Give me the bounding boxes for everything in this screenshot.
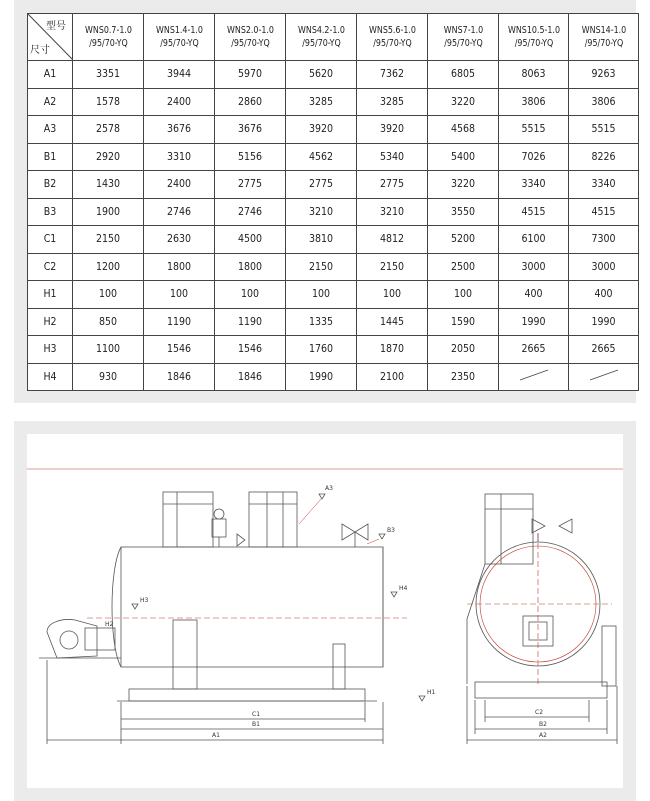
smoke-box-right	[249, 492, 297, 547]
dimension-value: 1590	[428, 308, 499, 336]
dimension-value: 5156	[215, 143, 286, 171]
rear-support	[333, 644, 345, 689]
dimension-label: A3	[28, 116, 73, 144]
dimension-value: 1990	[286, 363, 357, 391]
boiler-shell	[121, 547, 383, 667]
model-header: WNS5.6-1.0 /95/70-YQ	[359, 14, 424, 61]
table-body	[28, 61, 639, 391]
table-row	[28, 171, 639, 199]
dimension-value: 3920	[286, 116, 357, 144]
dimension-value: 1430	[73, 171, 144, 199]
dimension-value: 100	[215, 281, 286, 309]
dimension-value: 3944	[144, 61, 215, 89]
boiler-drawing	[27, 434, 623, 788]
dimension-value: 4568	[428, 116, 499, 144]
corner-model-label: 型号	[46, 21, 66, 32]
label-c1: C1	[252, 711, 261, 718]
dimension-value: 2920	[73, 143, 144, 171]
dimension-value: 1900	[73, 198, 144, 226]
dimension-value: 7362	[357, 61, 428, 89]
dimension-value: 2665	[569, 336, 639, 364]
table-row	[28, 143, 639, 171]
dimension-value: 100	[144, 281, 215, 309]
dimension-label: H4	[28, 363, 73, 391]
table-row	[28, 281, 639, 309]
dimension-value: 2578	[73, 116, 144, 144]
dimension-table	[27, 13, 639, 391]
label-a1: A1	[212, 732, 220, 739]
dimension-value: 1100	[73, 336, 144, 364]
dimension-value: 1800	[144, 253, 215, 281]
not-applicable-slash	[499, 363, 569, 391]
dimension-value: 2775	[357, 171, 428, 199]
spec-table-panel	[14, 0, 636, 403]
dimension-value: 1546	[144, 336, 215, 364]
dimension-value: 3000	[569, 253, 639, 281]
dimension-label: B2	[28, 171, 73, 199]
dimension-value: 4515	[499, 198, 569, 226]
dimension-value: 400	[499, 281, 569, 309]
table-row	[28, 308, 639, 336]
dimension-value: 3285	[286, 88, 357, 116]
label-h1: H1	[427, 689, 436, 696]
dimension-label: C1	[28, 226, 73, 254]
dimension-label: A2	[28, 88, 73, 116]
dimension-value: 4515	[569, 198, 639, 226]
label-h4: H4	[399, 585, 408, 592]
table-row	[28, 336, 639, 364]
model-header: WNS4.2-1.0 /95/70-YQ	[288, 14, 353, 61]
dimension-value: 5200	[428, 226, 499, 254]
dimension-label: H3	[28, 336, 73, 364]
dimension-value: 5620	[286, 61, 357, 89]
dimension-value: 3220	[428, 88, 499, 116]
dimension-value: 3210	[286, 198, 357, 226]
dimension-value: 1335	[286, 308, 357, 336]
dimension-value: 1445	[357, 308, 428, 336]
label-b3: B3	[387, 527, 395, 534]
dimension-label: C2	[28, 253, 73, 281]
dimension-value: 3000	[499, 253, 569, 281]
dimension-value: 400	[569, 281, 639, 309]
dimension-value: 1990	[569, 308, 639, 336]
label-b1: B1	[252, 721, 260, 728]
dimension-value: 3340	[569, 171, 639, 199]
dimension-value: 5970	[215, 61, 286, 89]
dimension-value: 2665	[499, 336, 569, 364]
dimension-value: 2150	[357, 253, 428, 281]
dimension-value: 9263	[569, 61, 639, 89]
dimension-value: 2150	[286, 253, 357, 281]
table-row	[28, 253, 639, 281]
dimension-label: B3	[28, 198, 73, 226]
dimension-value: 3676	[144, 116, 215, 144]
dimension-value: 2400	[144, 88, 215, 116]
dimension-value: 5400	[428, 143, 499, 171]
slash-mark	[582, 368, 626, 382]
table-row	[28, 226, 639, 254]
dimension-value: 930	[73, 363, 144, 391]
drawing-panel	[14, 421, 636, 801]
table-row	[28, 61, 639, 89]
dimension-value: 1870	[357, 336, 428, 364]
model-header: WNS0.7-1.0 /95/70-YQ	[75, 14, 140, 61]
dimension-value: 2630	[144, 226, 215, 254]
dimension-value: 8063	[499, 61, 569, 89]
model-header: WNS14-1.0 /95/70-YQ	[571, 14, 635, 61]
front-support	[173, 620, 197, 689]
dimension-label: H1	[28, 281, 73, 309]
dimension-value: 5515	[569, 116, 639, 144]
dimension-value: 2100	[357, 363, 428, 391]
label-a2: A2	[539, 732, 547, 739]
dimension-value: 1190	[215, 308, 286, 336]
label-h2: H2	[105, 621, 114, 628]
dimension-value: 2400	[144, 171, 215, 199]
dimension-value: 1200	[73, 253, 144, 281]
base-frame	[129, 689, 365, 701]
dimension-value: 850	[73, 308, 144, 336]
dimension-value: 3810	[286, 226, 357, 254]
dimension-value: 1546	[215, 336, 286, 364]
dimension-value: 6805	[428, 61, 499, 89]
smoke-box-left	[163, 492, 213, 547]
dimension-value: 2746	[215, 198, 286, 226]
label-c2: C2	[535, 709, 544, 716]
dimension-value: 1846	[215, 363, 286, 391]
valve-fitting	[212, 519, 226, 537]
table-row	[28, 198, 639, 226]
dimension-value: 100	[73, 281, 144, 309]
dimension-value: 1800	[215, 253, 286, 281]
dimension-value: 7300	[569, 226, 639, 254]
dimension-value: 2775	[215, 171, 286, 199]
burner	[47, 620, 97, 659]
corner-cell	[28, 14, 73, 61]
dimension-value: 3806	[499, 88, 569, 116]
b3-mark	[379, 534, 385, 539]
dimension-value: 2500	[428, 253, 499, 281]
corner-size-label: 尺寸	[30, 45, 50, 56]
dimension-value: 1990	[499, 308, 569, 336]
dimension-value: 4812	[357, 226, 428, 254]
dimension-value: 100	[428, 281, 499, 309]
dimension-value: 1846	[144, 363, 215, 391]
table-row	[28, 363, 639, 391]
table-row	[28, 116, 639, 144]
dimension-value: 8226	[569, 143, 639, 171]
end-base-frame	[475, 682, 607, 698]
dimension-value: 1760	[286, 336, 357, 364]
table-header-row	[28, 14, 639, 61]
dimension-value: 3550	[428, 198, 499, 226]
model-header: WNS7-1.0 /95/70-YQ	[430, 14, 495, 61]
slash-mark	[512, 368, 556, 382]
dimension-value: 2775	[286, 171, 357, 199]
dimension-value: 6100	[499, 226, 569, 254]
h3-mark	[132, 604, 138, 609]
boiler-front-cap	[112, 547, 121, 667]
dimension-value: 2860	[215, 88, 286, 116]
dimension-value: 4500	[215, 226, 286, 254]
dimension-label: H2	[28, 308, 73, 336]
dimension-value: 3351	[73, 61, 144, 89]
model-header: WNS10.5-1.0 /95/70-YQ	[501, 14, 565, 61]
dimension-value: 2050	[428, 336, 499, 364]
model-header: WNS2.0-1.0 /95/70-YQ	[217, 14, 282, 61]
dimension-value: 100	[286, 281, 357, 309]
dimension-value: 3210	[357, 198, 428, 226]
dimension-value: 3310	[144, 143, 215, 171]
label-h3: H3	[140, 597, 149, 604]
h4-mark	[391, 592, 397, 597]
a3-mark	[319, 494, 325, 499]
dimension-value: 1578	[73, 88, 144, 116]
dimension-value: 4562	[286, 143, 357, 171]
not-applicable-slash	[569, 363, 639, 391]
dimension-value: 1190	[144, 308, 215, 336]
dimension-value: 3285	[357, 88, 428, 116]
h1-mark	[419, 696, 425, 701]
end-chimney-duct	[467, 564, 485, 684]
dimension-value: 2746	[144, 198, 215, 226]
dimension-value: 3676	[215, 116, 286, 144]
dimension-value: 5515	[499, 116, 569, 144]
label-b2: B2	[539, 721, 547, 728]
label-a3: A3	[325, 485, 333, 492]
dimension-value: 2150	[73, 226, 144, 254]
table-row	[28, 88, 639, 116]
dimension-value: 100	[357, 281, 428, 309]
dimension-value: 3920	[357, 116, 428, 144]
dimension-value: 7026	[499, 143, 569, 171]
dimension-label: A1	[28, 61, 73, 89]
dimension-label: B1	[28, 143, 73, 171]
dimension-value: 3220	[428, 171, 499, 199]
dimension-value: 3340	[499, 171, 569, 199]
dimension-value: 5340	[357, 143, 428, 171]
dimension-value: 2350	[428, 363, 499, 391]
model-header: WNS1.4-1.0 /95/70-YQ	[146, 14, 211, 61]
dimension-value: 3806	[569, 88, 639, 116]
